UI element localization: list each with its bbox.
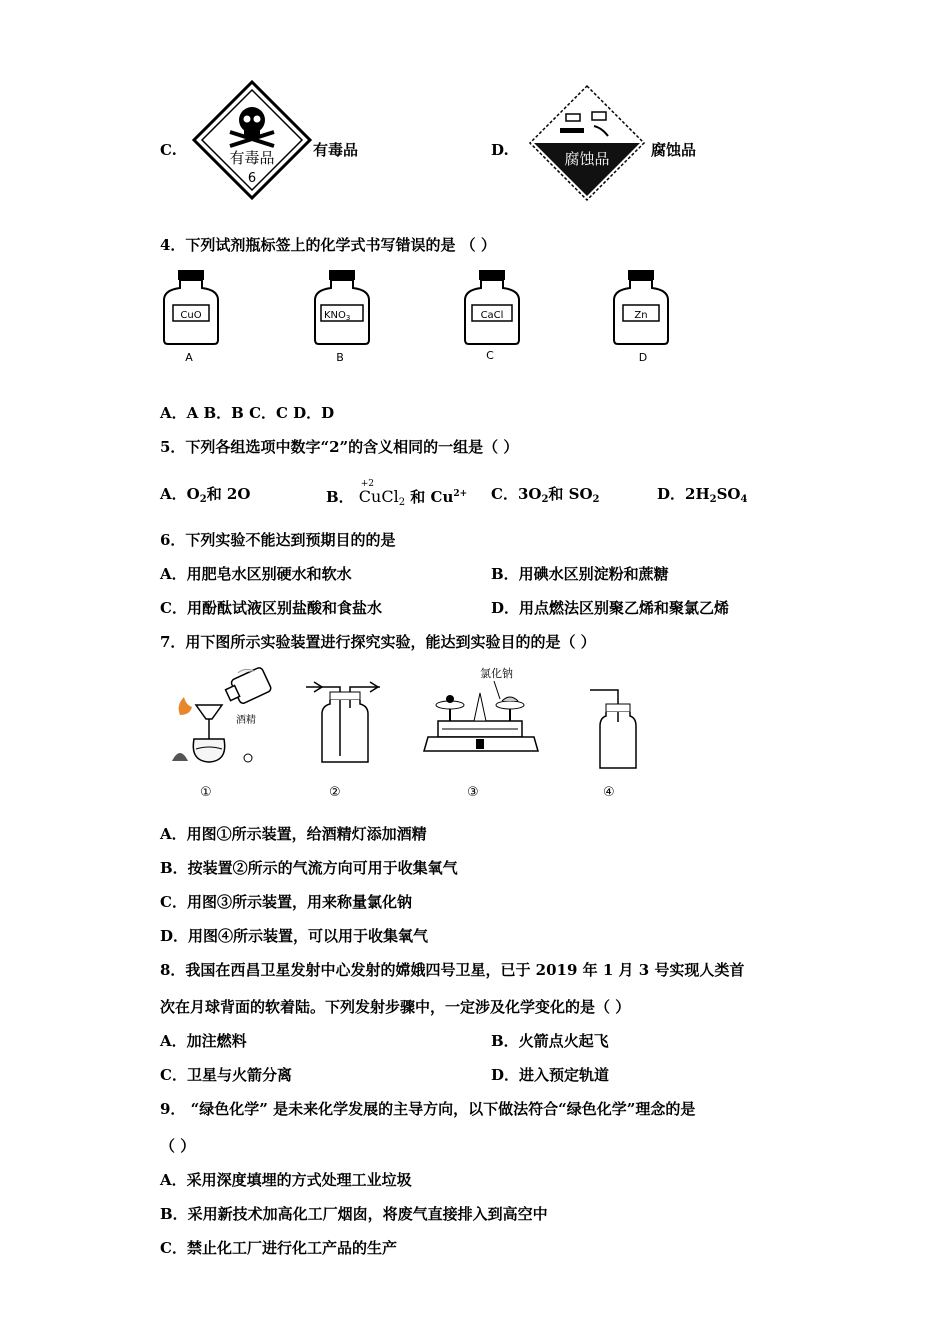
q5-option-c: C．$3O_2$和 $SO_2$ xyxy=(491,485,600,505)
bottle-d-letter: D xyxy=(638,351,648,364)
bottle-c-label: CaCl xyxy=(480,310,504,321)
bottle-b-icon xyxy=(311,268,373,368)
q9-stem-line1: 9． “绿色化学” 是未来化学发展的主导方向，以下做法符合“绿色化学”理念的是 xyxy=(160,1100,696,1118)
q8-stem-line2: 次在月球背面的软着陆。下列发射步骤中，一定涉及化学变化的是（ ） xyxy=(160,998,631,1016)
fig-label-1: ① xyxy=(200,785,212,800)
nacl-label: 氯化钠 xyxy=(480,667,513,680)
q3-option-d-letter: D. xyxy=(491,141,509,159)
q9-option-c: C．禁止化工厂进行化工产品的生产 xyxy=(160,1239,397,1257)
q7-option-d: D．用图④所示装置，可以用于收集氧气 xyxy=(160,927,429,945)
q7-option-c: C．用图③所示装置，用来称量氯化钠 xyxy=(160,893,412,911)
q9-stem-line2: （ ） xyxy=(160,1137,196,1155)
q9-option-a: A．采用深度填埋的方式处理工业垃圾 xyxy=(160,1171,412,1189)
q8-option-b: B．火箭点火起飞 xyxy=(491,1032,609,1050)
q7-stem: 7．用下图所示实验装置进行探究实验，能达到实验目的的是（ ） xyxy=(160,633,596,651)
bottle-c-letter: C xyxy=(486,349,494,362)
q5-stem: 5．下列各组选项中数字“2”的含义相同的一组是（ ） xyxy=(160,438,519,456)
q4-stem: 4．下列试剂瓶标签上的化学式书写错误的是 （ ） xyxy=(160,236,496,254)
q5-option-a: A．$O_2$和 2O xyxy=(160,485,251,505)
balance-figure xyxy=(422,663,542,768)
corrosive-sign-text: 腐蚀品 xyxy=(564,150,610,168)
bottle-d-icon xyxy=(610,268,672,368)
q3-option-c-letter: C. xyxy=(160,141,177,159)
q5-option-b: B． +2 CuCl$_2$ 和 $Cu^{2+}$ xyxy=(326,484,467,513)
alcohol-lamp-figure xyxy=(166,665,276,765)
q6-option-b: B．用碘水区别淀粉和蔗糖 xyxy=(491,565,669,583)
q9-option-b: B．采用新技术加高化工厂烟囱，将废气直接排入到高空中 xyxy=(160,1205,548,1223)
fig-label-2: ② xyxy=(329,785,341,800)
toxic-sign-number: 6 xyxy=(247,171,257,186)
q3-option-d-caption: 腐蚀品 xyxy=(651,141,697,159)
toxic-sign-text: 有毒品 xyxy=(229,149,275,167)
q6-option-d: D．用点燃法区别聚乙烯和聚氯乙烯 xyxy=(491,599,730,617)
collecting-bottle-figure xyxy=(588,684,648,774)
q7-option-a: A．用图①所示装置，给酒精灯添加酒精 xyxy=(160,825,427,843)
q3-option-c-caption: 有毒品 xyxy=(313,141,359,159)
q8-option-d: D．进入预定轨道 xyxy=(491,1066,610,1084)
q6-stem: 6．下列实验不能达到预期目的的是 xyxy=(160,531,396,549)
bottle-a-label: CuO xyxy=(180,310,202,321)
toxic-sign-icon xyxy=(192,80,312,200)
bottle-c-icon xyxy=(461,268,523,368)
bottle-b-label-sub: 3 xyxy=(345,314,351,322)
q7-option-b: B．按装置②所示的气流方向可用于收集氧气 xyxy=(160,859,458,877)
gas-bottle-figure xyxy=(300,672,390,767)
valence-mark: +2 xyxy=(360,479,374,489)
bottle-b-letter: B xyxy=(336,351,344,364)
bottle-b-label: $KNO_3$ xyxy=(324,310,351,322)
bottle-d-label: Zn xyxy=(634,310,648,321)
q8-option-a: A．加注燃料 xyxy=(160,1032,247,1050)
q5-option-d: D．$2H_2SO_4$ xyxy=(657,485,748,505)
q6-option-a: A．用肥皂水区别硬水和软水 xyxy=(160,565,352,583)
bottle-a-letter: A xyxy=(185,351,193,364)
q4-answers: A．A B．B C．C D．D xyxy=(160,404,335,422)
q8-option-c: C．卫星与火箭分离 xyxy=(160,1066,292,1084)
bottle-a-icon xyxy=(160,268,222,368)
alcohol-label: 酒精 xyxy=(236,715,256,726)
fig-label-4: ④ xyxy=(603,785,615,800)
q6-option-c: C．用酚酞试液区别盐酸和食盐水 xyxy=(160,599,382,617)
fig-label-3: ③ xyxy=(467,785,479,800)
q8-stem-line1: 8．我国在西昌卫星发射中心发射的嫦娥四号卫星，已于 2019 年 1 月 3 号实现人类首 xyxy=(160,961,745,979)
corrosive-sign-icon xyxy=(528,84,646,202)
